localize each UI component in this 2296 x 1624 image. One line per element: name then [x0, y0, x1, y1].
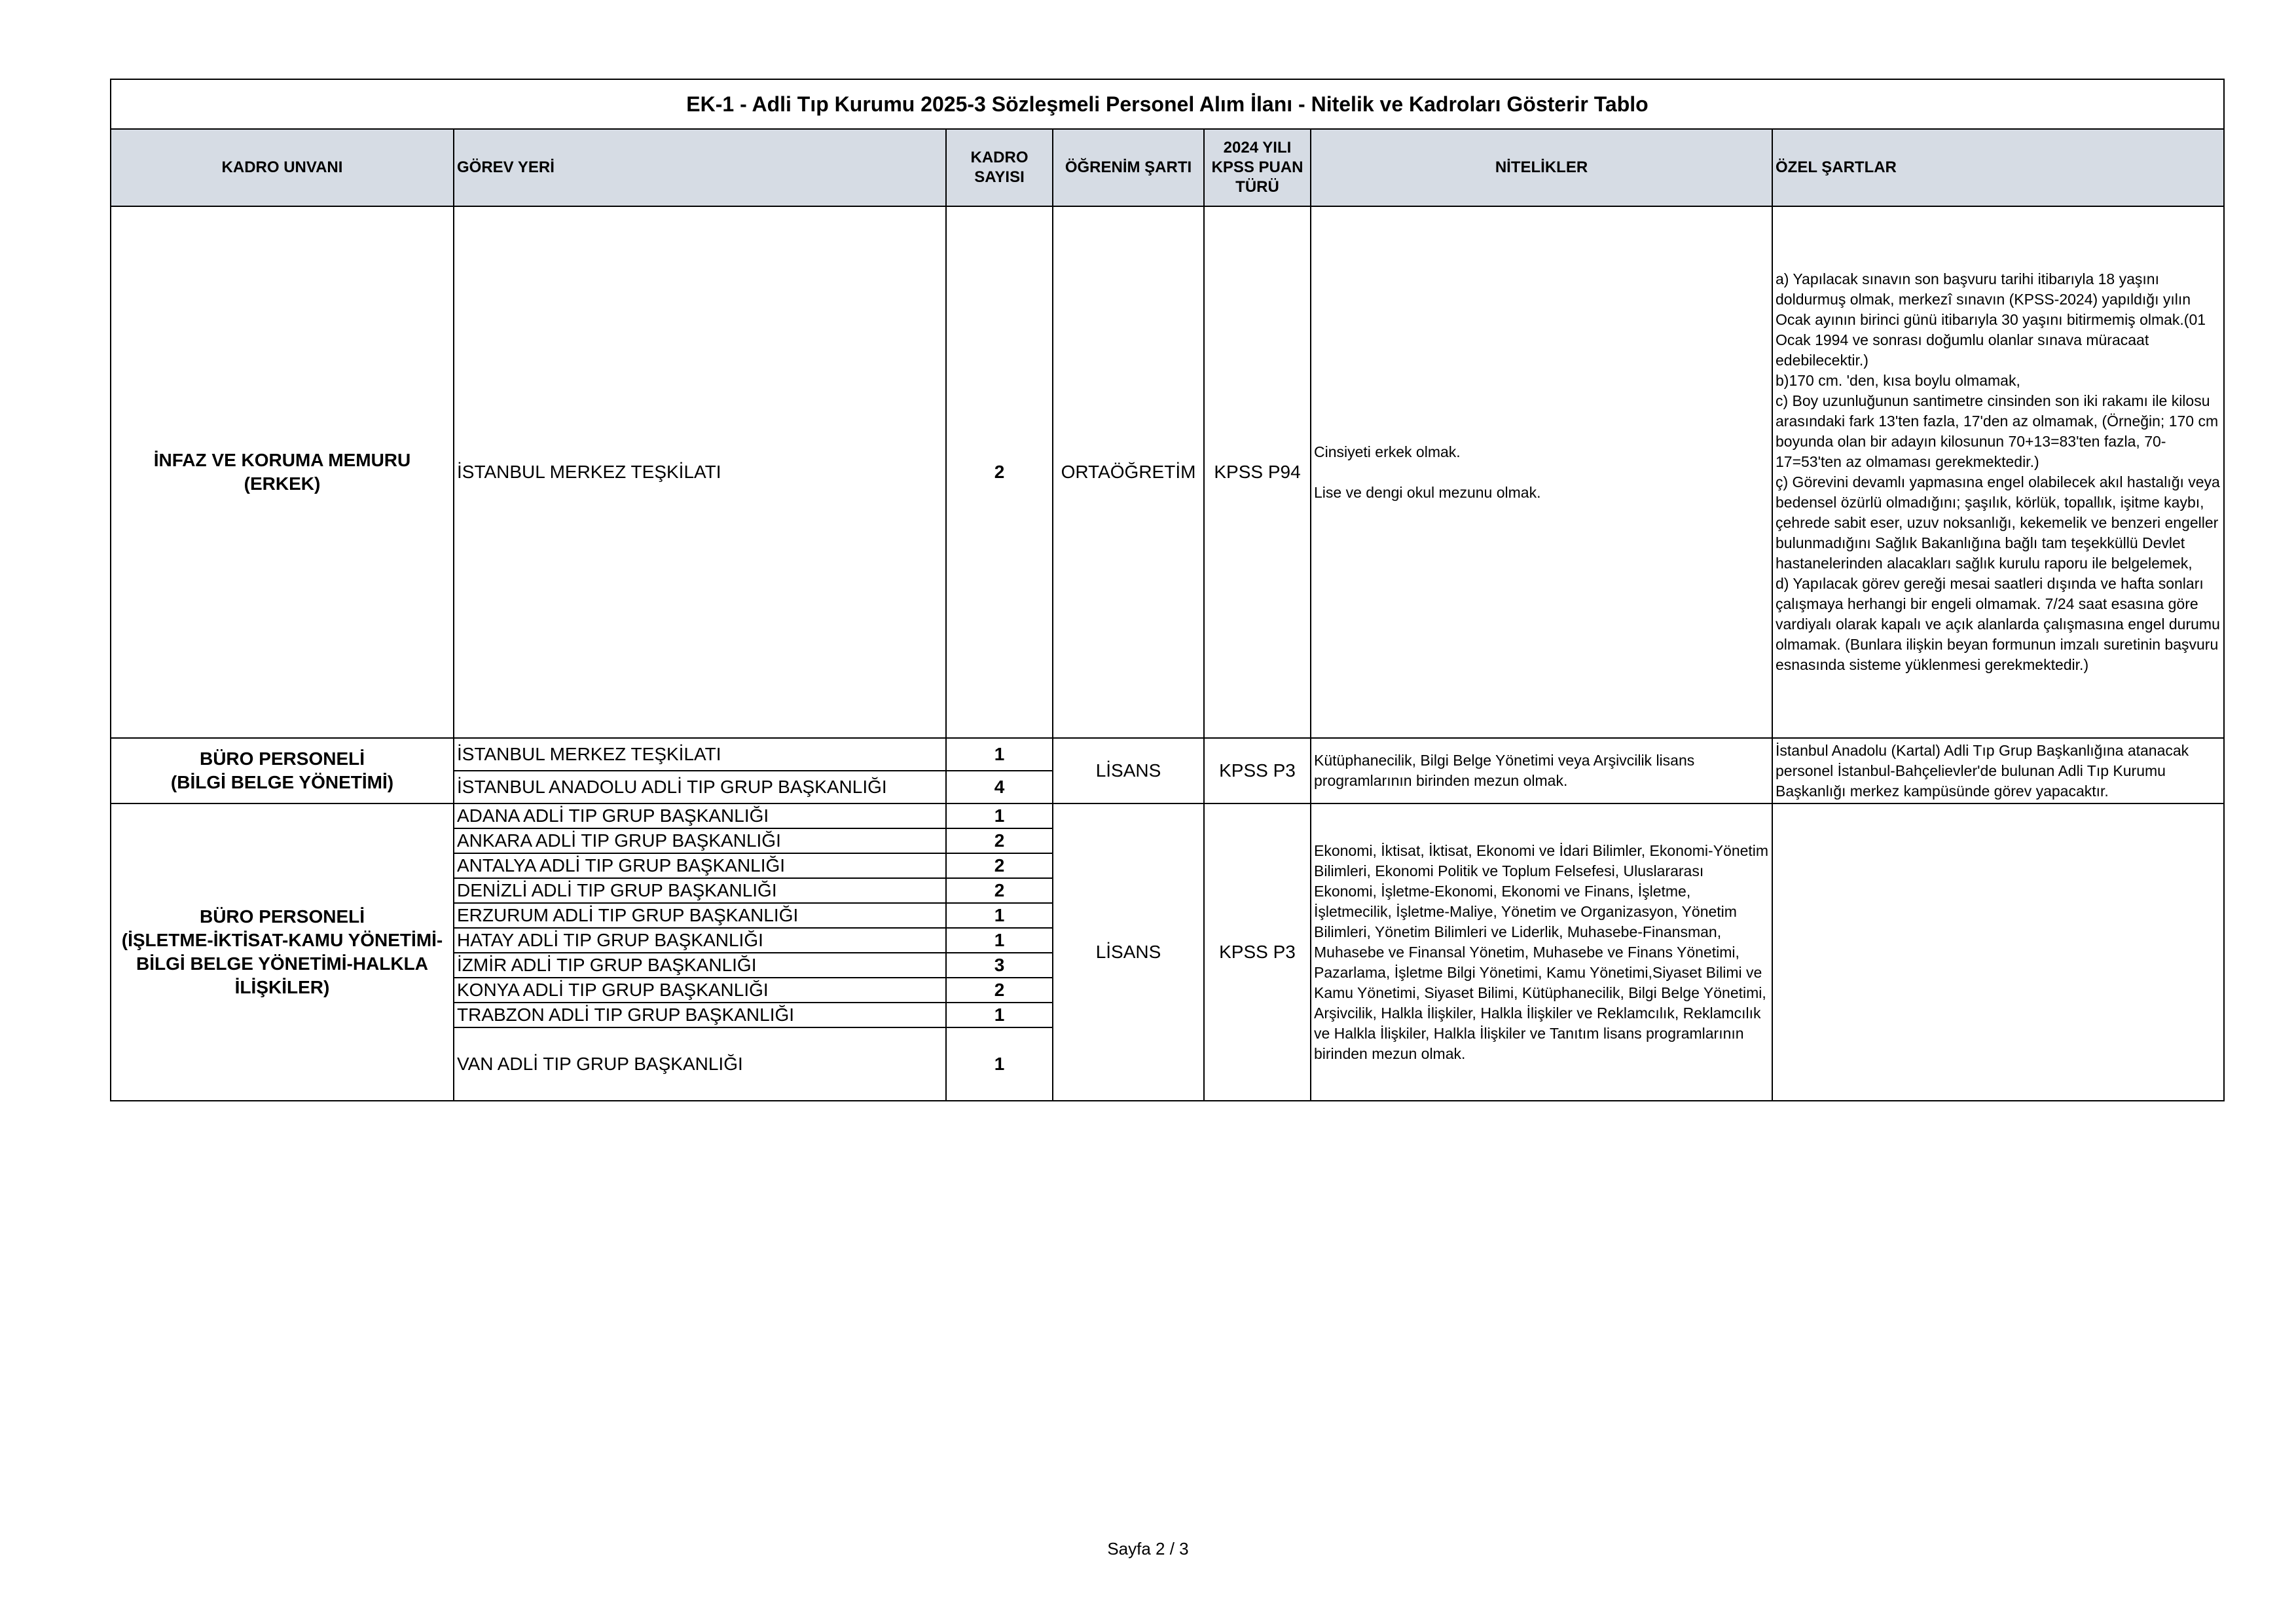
ozel-sartlar-cell: [1772, 803, 2224, 1101]
kadro-sayisi-cell: 2: [946, 206, 1053, 738]
kadro-sayisi-cell: 1: [946, 903, 1053, 928]
kpss-cell: KPSS P3: [1204, 803, 1311, 1101]
header-kpss-puan-turu-text: 2024 YILI KPSS PUAN TÜRÜ: [1211, 139, 1303, 196]
kadro-sayisi-cell: 2: [946, 828, 1053, 853]
ozel-sartlar-cell: a) Yapılacak sınavın son başvuru tarihi itibarıyla 18 yaşını doldurmuş olmak, merkezî sınavın (KPSS-2024) yapıldığı yılın Ocak ayının birinci günü itibarıyla 30 yaşını bitirmemiş olmak.(01 Ocak 1994 ve sonrası doğumlu olanlar sınava müracaat edebilecektir.) b)170 cm. 'den, kısa boylu olmamak, c) Boy uzunluğunun santimetre cinsinden son iki rakamı ile kilosu arasındaki fark 13'ten fazla, 17'den az olmamak, (Örneğin; 170 cm boyunda olan bir adayın kilosunun 70+13=83'ten fazla, 70- 17=53'ten az olmaması gerekmektedir.) ç) Görevini devamlı yapmasına engel olabilecek akıl hastalığı veya bedensel özürlü olmadığını; şaşılık, körlük, topallık, işitme kaybı, çehrede sabit eser, uzuv noksanlığı, kekemelik ve benzeri engeller bulunmadığını Sağlık Bakanlığına bağlı tam teşekküllü Devlet hastanelerinden alacakları sağlık kurulu raporu ile belgelemek, d) Yapılacak görev gereği mesai saatleri dışında ve hafta sonları çalışmaya herhangi bir engeli olmamak. 7/24 saat esasına göre vardiyalı olarak kapalı ve açık alanlarda çalışmasına engel durumu olmamak. (Bunlara ilişkin beyan formunun imzalı suretinin başvuru esnasında sisteme yüklenmesi gerekmektedir.): [1772, 206, 2224, 738]
header-kadro-sayisi-text: KADRO SAYISI: [970, 149, 1029, 186]
kadro-sayisi-cell: 1: [946, 1003, 1053, 1027]
gorev-yeri-cell: İSTANBUL MERKEZ TEŞKİLATI: [454, 738, 946, 771]
kadro-sayisi-cell: 2: [946, 978, 1053, 1003]
ogrenim-cell: ORTAÖĞRETİM: [1053, 206, 1204, 738]
gorev-yeri-cell: TRABZON ADLİ TIP GRUP BAŞKANLIĞI: [454, 1003, 946, 1027]
gorev-yeri-cell: ADANA ADLİ TIP GRUP BAŞKANLIĞI: [454, 803, 946, 828]
kadro-sayisi-cell: 2: [946, 853, 1053, 878]
nitelikler-cell: Ekonomi, İktisat, İktisat, Ekonomi ve İdari Bilimler, Ekonomi-Yönetim Bilimleri, Ekonomi Politik ve Toplum Felsefesi, Uluslararası Ekonomi, İşletme-Ekonomi, Ekonomi ve Finans, İşletme, İşletmecilik, İşletme-Maliye, Yönetim ve Organizasyon, Yönetim Bilimleri, Yönetim Bilimleri ve Liderlik, Muhasebe-Finansman, Muhasebe ve Finansal Yönetim, Muhasebe ve Finans Yönetimi, Pazarlama, İşletme Bilgi Yönetimi, Kamu Yönetimi,Siyaset Bilimi ve Kamu Yönetimi, Siyaset Bilimi, Kütüphanecilik, Bilgi Belge Yönetimi, Arşivcilik, Halkla İlişkiler, Halkla İlişkiler ve Reklamcılık, Reklamcılık ve Halkla İlişkiler, Halkla İlişkiler ve Tanıtım lisans programlarının birinden mezun olmak.: [1311, 803, 1772, 1101]
header-ogrenim-sarti: ÖĞRENİM ŞARTI: [1053, 129, 1204, 206]
nitelikler-cell: Cinsiyeti erkek olmak. Lise ve dengi okul mezunu olmak.: [1311, 206, 1772, 738]
kadro-sayisi-cell: 3: [946, 953, 1053, 978]
kpss-cell: KPSS P94: [1204, 206, 1311, 738]
gorev-yeri-cell: İSTANBUL MERKEZ TEŞKİLATI: [454, 206, 946, 738]
kadro-unvani-cell: İNFAZ VE KORUMA MEMURU (ERKEK): [111, 206, 454, 738]
gorev-yeri-cell: VAN ADLİ TIP GRUP BAŞKANLIĞI: [454, 1027, 946, 1101]
header-gorev-yeri: GÖREV YERİ: [454, 129, 946, 206]
header-kadro-unvani: KADRO UNVANI: [111, 129, 454, 206]
kadro-sayisi-cell: 1: [946, 928, 1053, 953]
ogrenim-cell: LİSANS: [1053, 738, 1204, 803]
table-title: EK-1 - Adli Tıp Kurumu 2025-3 Sözleşmeli Personel Alım İlanı - Nitelik ve Kadroları Gösterir Tablo: [111, 79, 2224, 129]
header-ozel-sartlar: ÖZEL ŞARTLAR: [1772, 129, 2224, 206]
header-nitelikler: NİTELİKLER: [1311, 129, 1772, 206]
kadro-unvani-cell: BÜRO PERSONELİ (BİLGİ BELGE YÖNETİMİ): [111, 738, 454, 803]
header-kpss-puan-turu: [1204, 129, 1311, 206]
gorev-yeri-cell: ANTALYA ADLİ TIP GRUP BAŞKANLIĞI: [454, 853, 946, 878]
table-row: [111, 738, 2224, 771]
gorev-yeri-cell: ANKARA ADLİ TIP GRUP BAŞKANLIĞI: [454, 828, 946, 853]
kadro-unvani-text: BÜRO PERSONELİ (İŞLETME-İKTİSAT-KAMU YÖNETİMİ-BİLGİ BELGE YÖNETİMİ-HALKLA İLİŞKİLER): [121, 906, 443, 997]
kpss-cell: KPSS P3: [1204, 738, 1311, 803]
page-number: Sayfa 2 / 3: [1107, 1539, 1189, 1559]
gorev-yeri-cell: ERZURUM ADLİ TIP GRUP BAŞKANLIĞI: [454, 903, 946, 928]
gorev-yeri-cell: DENİZLİ ADLİ TIP GRUP BAŞKANLIĞI: [454, 878, 946, 903]
gorev-yeri-cell: İSTANBUL ANADOLU ADLİ TIP GRUP BAŞKANLIĞI: [454, 771, 946, 803]
kadro-sayisi-cell: 2: [946, 878, 1053, 903]
gorev-yeri-cell: İZMİR ADLİ TIP GRUP BAŞKANLIĞI: [454, 953, 946, 978]
gorev-yeri-cell: KONYA ADLİ TIP GRUP BAŞKANLIĞI: [454, 978, 946, 1003]
ogrenim-cell: LİSANS: [1053, 803, 1204, 1101]
kadro-sayisi-cell: 1: [946, 803, 1053, 828]
kadro-unvani-cell: [111, 803, 454, 1101]
ozel-sartlar-cell: İstanbul Anadolu (Kartal) Adli Tıp Grup Başkanlığına atanacak personel İstanbul-Bahçelievler'de bulunan Adli Tıp Kurumu Başkanlığı merkez kampüsünde görev yapacaktır.: [1772, 738, 2224, 803]
kadro-sayisi-cell: 4: [946, 771, 1053, 803]
table-row: [111, 803, 2224, 828]
header-row: [111, 129, 2224, 206]
nitelikler-cell: Kütüphanecilik, Bilgi Belge Yönetimi veya Arşivcilik lisans programlarının birinden mezun olmak.: [1311, 738, 1772, 803]
kadro-sayisi-cell: 1: [946, 1027, 1053, 1101]
kadro-sayisi-cell: 1: [946, 738, 1053, 771]
table-row: [111, 206, 2224, 738]
personnel-table: [110, 79, 2225, 1101]
header-kadro-sayisi: [946, 129, 1053, 206]
gorev-yeri-cell: HATAY ADLİ TIP GRUP BAŞKANLIĞI: [454, 928, 946, 953]
